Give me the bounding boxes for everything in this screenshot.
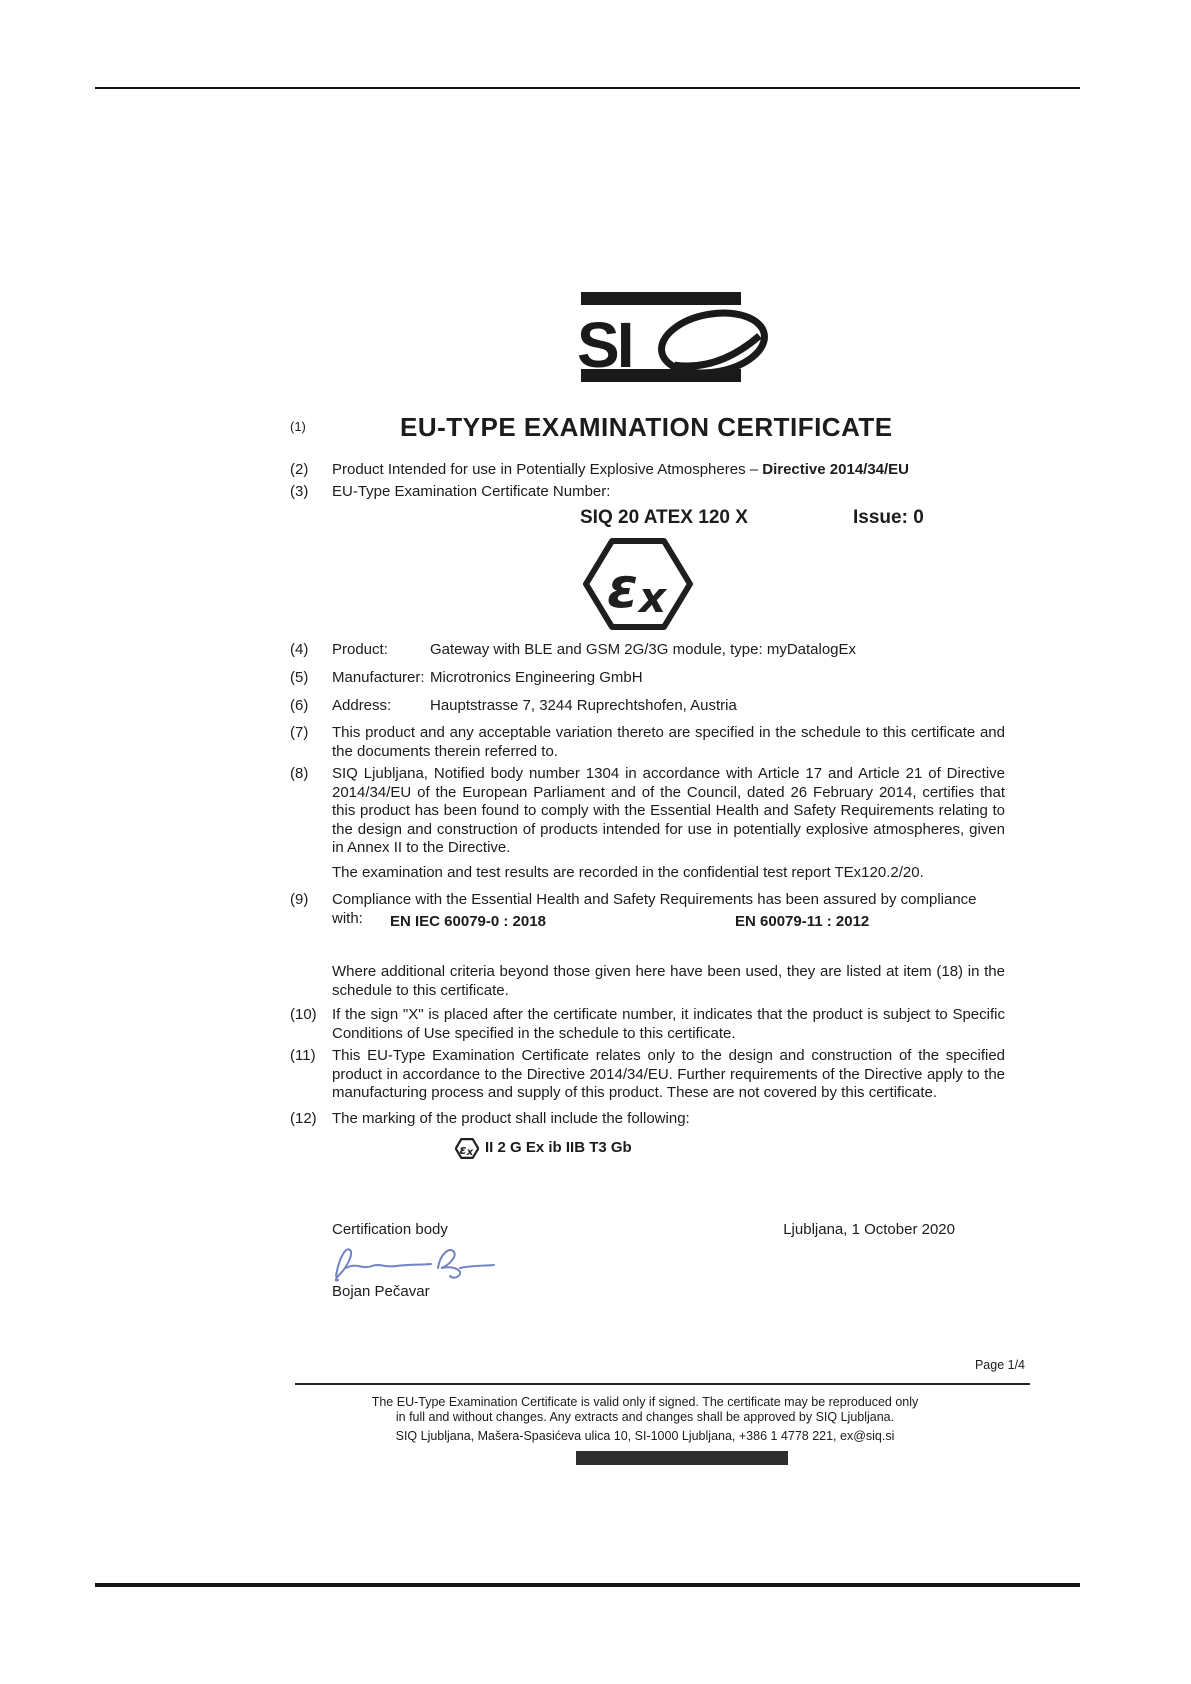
product-value: Gateway with BLE and GSM 2G/3G module, type: myDatalogEx (430, 641, 857, 658)
standard-en-60079-0: EN IEC 60079-0 : 2018 (390, 913, 546, 930)
manufacturer-row (332, 669, 1005, 688)
issue-number: Issue: 0 (853, 507, 924, 528)
item-3 (290, 483, 1005, 502)
item-4 (290, 641, 1005, 660)
item-5-number: (5) (290, 669, 309, 686)
item-8-extra (290, 864, 1005, 883)
item-6 (290, 697, 1005, 716)
test-report-text: The examination and test results are recorded in the confidential test report TEx120.2/20. (332, 864, 924, 881)
item-9-number: (9) (290, 891, 309, 908)
footer-line-1: The EU-Type Examination Certificate is valid only if signed. The certificate may be reproduced only (371, 1395, 919, 1409)
item-12-number: (12) (290, 1110, 317, 1127)
atex-ex-hexagon-icon (583, 537, 693, 631)
item-12-text: The marking of the product shall include the following: (332, 1110, 690, 1127)
signatory-name: Bojan Pečavar (332, 1283, 430, 1300)
item-9-text: Compliance with the Essential Health and Safety Requirements has been assured by compliance with: (332, 891, 977, 927)
item-8-text: SIQ Ljubljana, Notified body number 1304 in accordance with Article 17 and Article 21 of Directive 2014/34/EU of the European Parliament and of the Council, dated 26 February 2014, certifies that this product has been found to comply with the Essential Health and Safety Requirements relating to the design and construction of products intended for use in potentially explosive atmospheres, given in Annex II to the Directive. (332, 765, 1005, 856)
item-2-text-normal: Product Intended for use in Potentially Explosive Atmospheres – (332, 461, 763, 478)
item-7-number: (7) (290, 724, 309, 741)
place-date: Ljubljana, 1 October 2020 (783, 1221, 955, 1238)
item-2 (290, 461, 1005, 480)
ex-mark-row (290, 537, 1005, 633)
item-11 (290, 1047, 1005, 1103)
item-10-text: If the sign "X" is placed after the certificate number, it indicates that the product is subject to Specific Conditions of Use specified in the schedule to this certificate. (332, 1006, 1005, 1042)
svg-text:x: x (639, 573, 667, 622)
item-11-number: (11) (290, 1047, 316, 1064)
footer-address: SIQ Ljubljana, Mašera-Spasićeva ulica 10, SI-1000 Ljubljana, +386 1 4778 221, ex@siq.si (395, 1429, 895, 1443)
item-10 (290, 1006, 1005, 1043)
item-7-text: This product and any acceptable variation thereto are specified in the schedule to this certificate and the documents therein referred to. (332, 724, 1005, 760)
page-top-rule (95, 87, 1080, 89)
ex-hexagon-small-icon (455, 1138, 479, 1159)
footer-separator (295, 1383, 1030, 1385)
address-value: Hauptstrasse 7, 3244 Ruprechtshofen, Austria (430, 697, 737, 714)
item-3-text: EU-Type Examination Certificate Number: (332, 483, 611, 500)
redacted-bar (576, 1451, 788, 1465)
title-row (290, 412, 1005, 442)
standard-en-60079-11: EN 60079-11 : 2012 (735, 913, 870, 930)
signature-row (290, 1238, 1005, 1286)
svg-text:ε: ε (607, 556, 639, 621)
product-row (332, 641, 1005, 660)
svg-text:x: x (466, 1147, 474, 1159)
address-row (332, 697, 1005, 716)
address-label: Address: (332, 697, 392, 714)
footer-validity-note (290, 1395, 1000, 1425)
product-label: Product: (332, 641, 388, 658)
additional-criteria-note (290, 963, 1005, 1000)
marking-row (290, 1138, 1005, 1166)
item-2-directive: Directive 2014/34/EU (762, 461, 910, 478)
item-6-number: (6) (290, 697, 309, 714)
svg-text:ε: ε (459, 1141, 467, 1157)
siq-logo-graphic (575, 288, 780, 388)
svg-text:SI: SI (577, 309, 632, 381)
additional-criteria-text: Where additional criteria beyond those given here have been used, they are listed at item (18) in the schedule to this certificate. (332, 963, 1005, 999)
page-number: Page 1/4 (974, 1358, 1025, 1372)
certificate-number-row (290, 509, 1005, 535)
page-bottom-rule (95, 1583, 1080, 1587)
certification-body-label: Certification body (332, 1221, 448, 1238)
siq-logo (575, 288, 780, 388)
item-8-number: (8) (290, 765, 309, 782)
certificate-number: SIQ 20 ATEX 120 X (580, 507, 748, 528)
page-title: EU-TYPE EXAMINATION CERTIFICATE (400, 412, 893, 442)
item-5 (290, 669, 1005, 688)
item-7 (290, 724, 1005, 761)
item-12 (290, 1110, 1005, 1129)
signature-block-header (290, 1221, 1005, 1240)
product-marking: II 2 G Ex ib IIB T3 Gb (485, 1139, 632, 1157)
item-2-number: (2) (290, 461, 309, 478)
signature-ink (326, 1238, 506, 1286)
item-4-number: (4) (290, 641, 309, 658)
item-2-text (332, 461, 1005, 480)
item-8 (290, 765, 1005, 858)
item-1-number: (1) (290, 419, 306, 434)
manufacturer-value: Microtronics Engineering GmbH (430, 669, 643, 686)
footer-line-2: in full and without changes. Any extracts and changes shall be approved by SIQ Ljubljana. (395, 1410, 895, 1424)
item-11-text: This EU-Type Examination Certificate relates only to the design and construction of the specified product in accordance to the Directive 2014/34/EU. Further requirements of the Directive apply to the manufacturing process and supply of this product. These are not covered by this certificate. (332, 1047, 1005, 1101)
item-10-number: (10) (290, 1006, 317, 1023)
manufacturer-label: Manufacturer: (332, 669, 425, 686)
signatory-row (290, 1283, 1005, 1302)
item-3-number: (3) (290, 483, 309, 500)
standards-row (290, 913, 1005, 933)
